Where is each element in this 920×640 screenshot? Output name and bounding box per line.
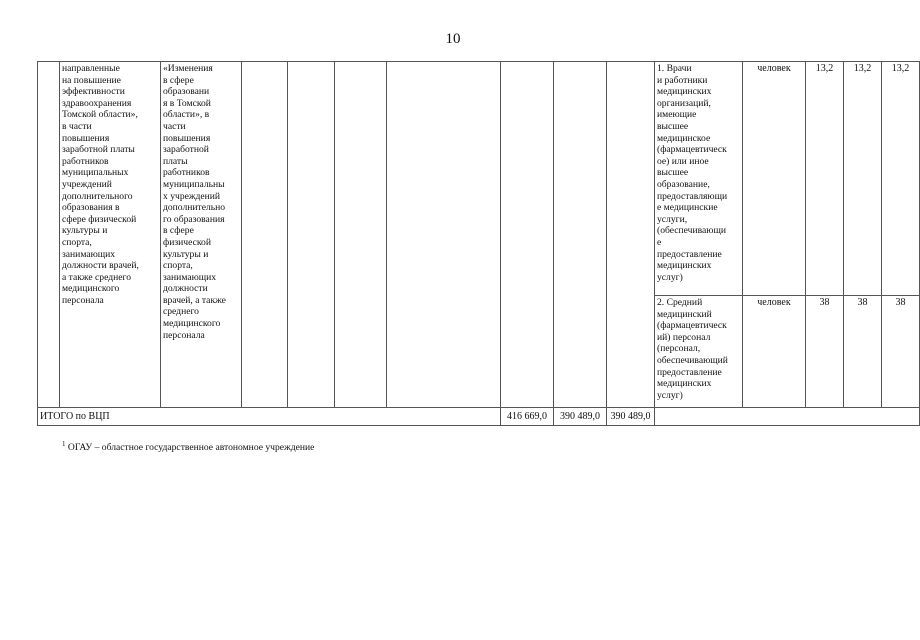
footnote-text: ОГАУ – областное государственное автономное учреждение xyxy=(65,442,315,454)
table-cell-activity-name: направленные на повышение эффективности здравоохранения Томской области», в части повышения заработной платы работников муниципальных учреждений дополнительного образования в сфере физической культуры и спорта, занимающих должности врачей, а также среднего медицинского персонала xyxy=(60,62,161,408)
table-cell-unit: человек xyxy=(743,296,806,408)
table-cell-value: 38 xyxy=(882,296,920,408)
table-cell-value: 38 xyxy=(844,296,882,408)
table-cell-legal-basis: «Изменения в сфере образовани я в Томской области», в части повышения заработной платы работников муниципальны х учреждений дополнительно го образования в сфере физической культуры и спорта, занимающих должности врачей, а также среднего медицинского персонала xyxy=(161,62,242,408)
table-total-row xyxy=(38,408,920,426)
table-cell-empty xyxy=(501,62,554,408)
total-value: 390 489,0 xyxy=(607,408,655,426)
page-number: 10 xyxy=(445,31,461,47)
table-cell-empty xyxy=(335,62,387,408)
table-cell-empty xyxy=(38,62,60,408)
table-cell-empty xyxy=(655,408,920,426)
table-cell-empty xyxy=(554,62,607,408)
total-value: 416 669,0 xyxy=(501,408,554,426)
total-value: 390 489,0 xyxy=(554,408,607,426)
table-cell-value: 13,2 xyxy=(844,62,882,296)
program-table xyxy=(37,61,920,426)
table-cell-empty xyxy=(607,62,655,408)
table-cell-value: 13,2 xyxy=(806,62,844,296)
table-cell-indicator-name: 1. Врачи и работники медицинских организаций, имеющие высшее медицинское (фармацевтическ ое) или иное высшее образование, предоставляющи е медицинские услуги, (обеспечивающи е предоставление медицинских услуг) xyxy=(655,62,743,296)
table-cell-unit: человек xyxy=(743,62,806,296)
table-cell-value: 38 xyxy=(806,296,844,408)
footnote-marker: 1 xyxy=(62,440,66,448)
total-label: ИТОГО по ВЦП xyxy=(38,408,501,426)
table-row xyxy=(38,62,920,296)
footnote xyxy=(62,440,314,453)
table-cell-empty xyxy=(242,62,288,408)
table-cell-empty xyxy=(288,62,335,408)
table-cell-empty xyxy=(387,62,501,408)
table-cell-indicator-name: 2. Средний медицинский (фармацевтическ ий) персонал (персонал, обеспечивающий предоставление медицинских услуг) xyxy=(655,296,743,408)
table-cell-value: 13,2 xyxy=(882,62,920,296)
